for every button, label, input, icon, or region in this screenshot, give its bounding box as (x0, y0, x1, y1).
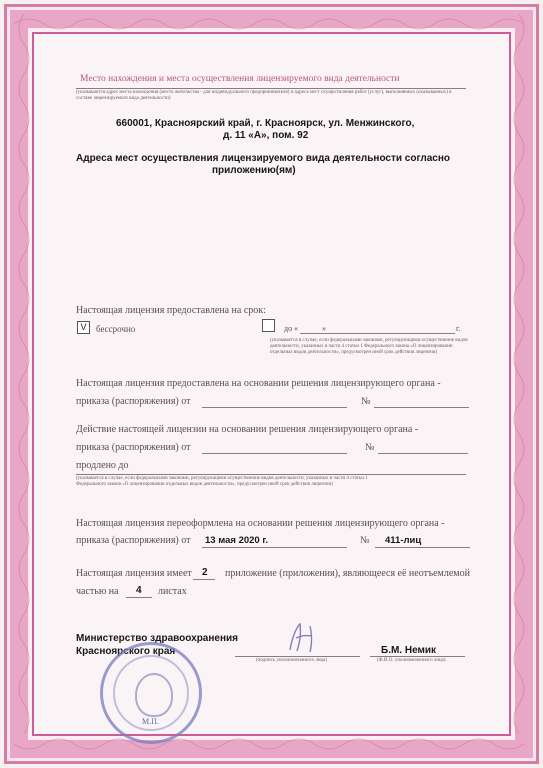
coat-of-arms-icon (135, 673, 173, 717)
extended-label: продлено до (76, 460, 129, 471)
signer-line (370, 656, 465, 657)
signature-caption: (подпись уполномоченного лица) (256, 658, 328, 663)
action-number-line (378, 453, 468, 454)
stamp-mp: М.П. (142, 717, 159, 726)
indefinite-label: бессрочно (96, 324, 136, 334)
indefinite-checkbox[interactable]: V (77, 321, 90, 334)
appendix-suffix: приложение (приложения), являющееся её неотъемлемой (225, 568, 470, 579)
location-note: (указываются адрес места нахождения (место жительства - для индивидуального предпринимателя) и адреса мест осуществления работ (услуг), выполняемых (оказываемых) в составе лицензируемого вида деятельности) (76, 90, 452, 101)
pages-suffix: листах (158, 586, 187, 597)
basis-order-label: приказа (распоряжения) от (76, 396, 191, 407)
appendix-count: 2 (202, 567, 208, 578)
appendix-line (193, 579, 215, 580)
signature-scribble (282, 620, 322, 656)
reissued-number: 411-лиц (385, 535, 422, 546)
reissued-order-label: приказа (распоряжения) от (76, 535, 191, 546)
location-heading: Место нахождения и места осуществления лицензируемого вида деятельности (80, 74, 400, 84)
pages-prefix: частью на (76, 586, 119, 597)
activity-places-line-1: Адреса мест осуществления лицензируемого вида деятельности согласно (76, 153, 451, 164)
until-note: (указывается в случае, если федеральными законами, регулирующими осуществление видов деятельности, указанных в части 4 статьи 1 Федерального закона «О лицензировании отдельных видов деятельности», предусмотрен иной срок действия лицензии) (270, 338, 468, 355)
pages-line (126, 597, 152, 598)
heading-rule (76, 88, 466, 89)
authority-line-1: Министерство здравоохранения (76, 633, 238, 644)
until-year: г. (456, 324, 461, 333)
until-date-line (300, 333, 455, 334)
signer-name: Б.М. Немик (381, 645, 437, 656)
reissued-number-line (375, 547, 470, 548)
reissued-date-line (202, 547, 347, 548)
extended-note: (указывается в случае, если федеральными законами, регулирующими осуществление видов деятельности, указанных в части 4 статьи 1 Федерального закона «О лицензировании отдельных видов деятельности», предусмотрен иной срок действия лицензии) (76, 476, 368, 487)
reissued-text: Настоящая лицензия переоформлена на основании решения лицензирующего органа - (76, 518, 445, 529)
pages-count: 4 (136, 585, 142, 596)
reissued-date: 13 мая 2020 г. (205, 535, 268, 546)
reissued-number-sign: № (360, 535, 370, 546)
signer-caption: (Ф.И.О. уполномоченного лица) (377, 658, 446, 663)
action-text: Действие настоящей лицензии на основании решения лицензирующего органа - (76, 424, 419, 435)
extended-line (76, 474, 466, 475)
term-label: Настоящая лицензия предоставлена на срок: (76, 305, 266, 316)
action-order-label: приказа (распоряжения) от (76, 442, 191, 453)
authority-line-2: Красноярского края (76, 646, 176, 657)
basis-date-line (202, 407, 347, 408)
official-stamp (100, 642, 202, 744)
address-line-2: д. 11 «А», пом. 92 (223, 130, 309, 141)
basis-number-sign: № (361, 396, 371, 407)
until-mid: » (322, 324, 326, 333)
signature-line (235, 656, 360, 657)
action-date-line (202, 453, 347, 454)
action-number-sign: № (365, 442, 375, 453)
basis-text: Настоящая лицензия предоставлена на основании решения лицензирующего органа - (76, 378, 441, 389)
address-line-1: 660001, Красноярский край, г. Красноярск, ул. Менжинского, (116, 118, 415, 129)
until-checkbox[interactable] (262, 319, 275, 332)
basis-number-line (374, 407, 469, 408)
appendix-prefix: Настоящая лицензия имеет (76, 568, 192, 579)
activity-places-line-2: приложению(ям) (212, 165, 296, 176)
until-prefix: до « (284, 324, 299, 333)
